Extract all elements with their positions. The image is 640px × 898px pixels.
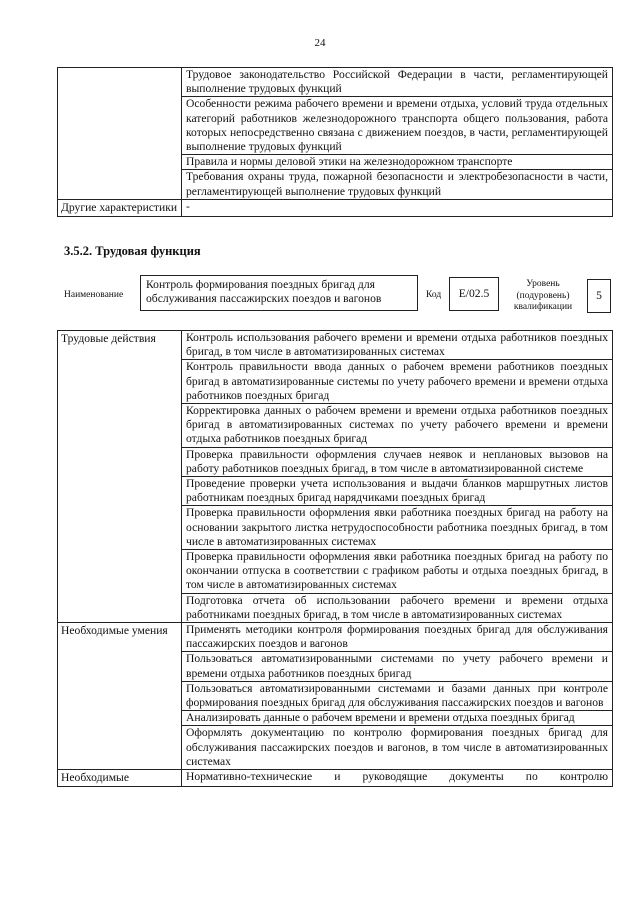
code-label: Код [426,290,442,300]
knowledge-label-cell [58,68,182,200]
action-item: Контроль использования рабочего времени и времени отдыха работников поездных бригад, в том числе в автоматизированных системах [182,331,613,360]
table-row [58,68,613,97]
table-row [58,199,613,216]
function-name: Контроль формирования поездных бригад для обслуживания пассажирских поездов и вагонов [146,278,382,305]
action-item: Проверка правильности оформления случаев неявок и неплановых вызовов на работу работников поездных бригад, в том числе в автоматизированной системе [182,447,613,476]
table-row [58,770,613,787]
level-label [505,279,581,314]
level-value: 5 [596,289,602,302]
function-details-table [57,330,613,787]
table-row [58,331,613,360]
actions-label: Трудовые действия [58,331,182,623]
action-item: Проведение проверки учета использования и выдачи бланков маршрутных листов работникам поездных бригад нарядчиками поездных бригад [182,477,613,506]
level-label-line: Уровень [526,279,560,289]
knowledge-item: Нормативно-технические и руководящие документы по контролю [182,770,613,787]
skill-item: Оформлять документацию по контролю формирования поездных бригад для обслуживания пассажирских поездов и вагонов, в том числе в автоматизированных системах [182,726,613,770]
table-row [58,623,613,652]
action-item: Корректировка данных о рабочем времени и времени отдыха работников поездных бригад в автоматизированных системах по учету рабочего времени и времени отдыха работников поездных бригад [182,404,613,448]
level-label-line: (подуровень) [516,290,570,301]
level-label-line: квалификации [513,302,573,312]
skill-item: Пользоваться автоматизированными системами и базами данных при контроле формирования поездных бригад для обслуживания пассажирских поездов и вагонов [182,681,613,710]
knowledge-item: Требования охраны труда, пожарной безопасности и электробезопасности в части, регламентирующей выполнение трудовых функций [182,170,613,199]
knowledge-label: Необходимые [58,770,182,787]
knowledge-item: Правила и нормы деловой этики на железнодорожном транспорте [182,155,613,170]
knowledge-table-continued [57,67,613,217]
page-number: 24 [314,37,326,49]
skill-item: Пользоваться автоматизированными системами по учету рабочего времени и времени отдыха работников поездных бригад [182,652,613,681]
action-item: Контроль правильности ввода данных о рабочем времени работников поездных бригад в автоматизированные системы по учету рабочего времени и времени отдыха работников поездных бригад [182,360,613,404]
code-value: E/02.5 [458,287,490,300]
action-item: Проверка правильности оформления явки работника поездных бригад на работу по окончании отпуска в соответствии с графиком работы и отдыха поездных бригад, в том числе в автоматизированных системах [182,550,613,594]
skill-item: Анализировать данные о рабочем времени и времени отдыха поездных бригад [182,711,613,726]
level-box [587,279,611,313]
code-box [449,277,499,311]
skill-item: Применять методики контроля формирования поездных бригад для обслуживания пассажирских поездов и вагонов [182,623,613,652]
other-characteristics-value: - [182,199,613,216]
knowledge-item: Трудовое законодательство Российской Федерации в части, регламентирующей выполнение трудовых функций [182,68,613,97]
name-label: Наименование [64,290,124,300]
other-characteristics-label: Другие характеристики [58,199,182,216]
action-item: Проверка правильности оформления явки работника поездных бригад на работу на основании закрытого листка нетрудоспособности работника поездных бригад, в том числе в автоматизированных системах [182,506,613,550]
section-heading: 3.5.2. Трудовая функция [64,244,201,258]
skills-label: Необходимые умения [58,623,182,770]
knowledge-item: Особенности режима рабочего времени и времени отдыха, условий труда отдельных категорий работников железнодорожного транспорта общего пользования, работа которых непосредственно связана с движением поездов, в части, регламентирующей выполнение трудовых функций [182,97,613,155]
action-item: Подготовка отчета об использовании рабочего времени и времени отдыха работниками поездных бригад, в том числе в автоматизированных системах [182,593,613,622]
function-name-box [140,275,418,311]
